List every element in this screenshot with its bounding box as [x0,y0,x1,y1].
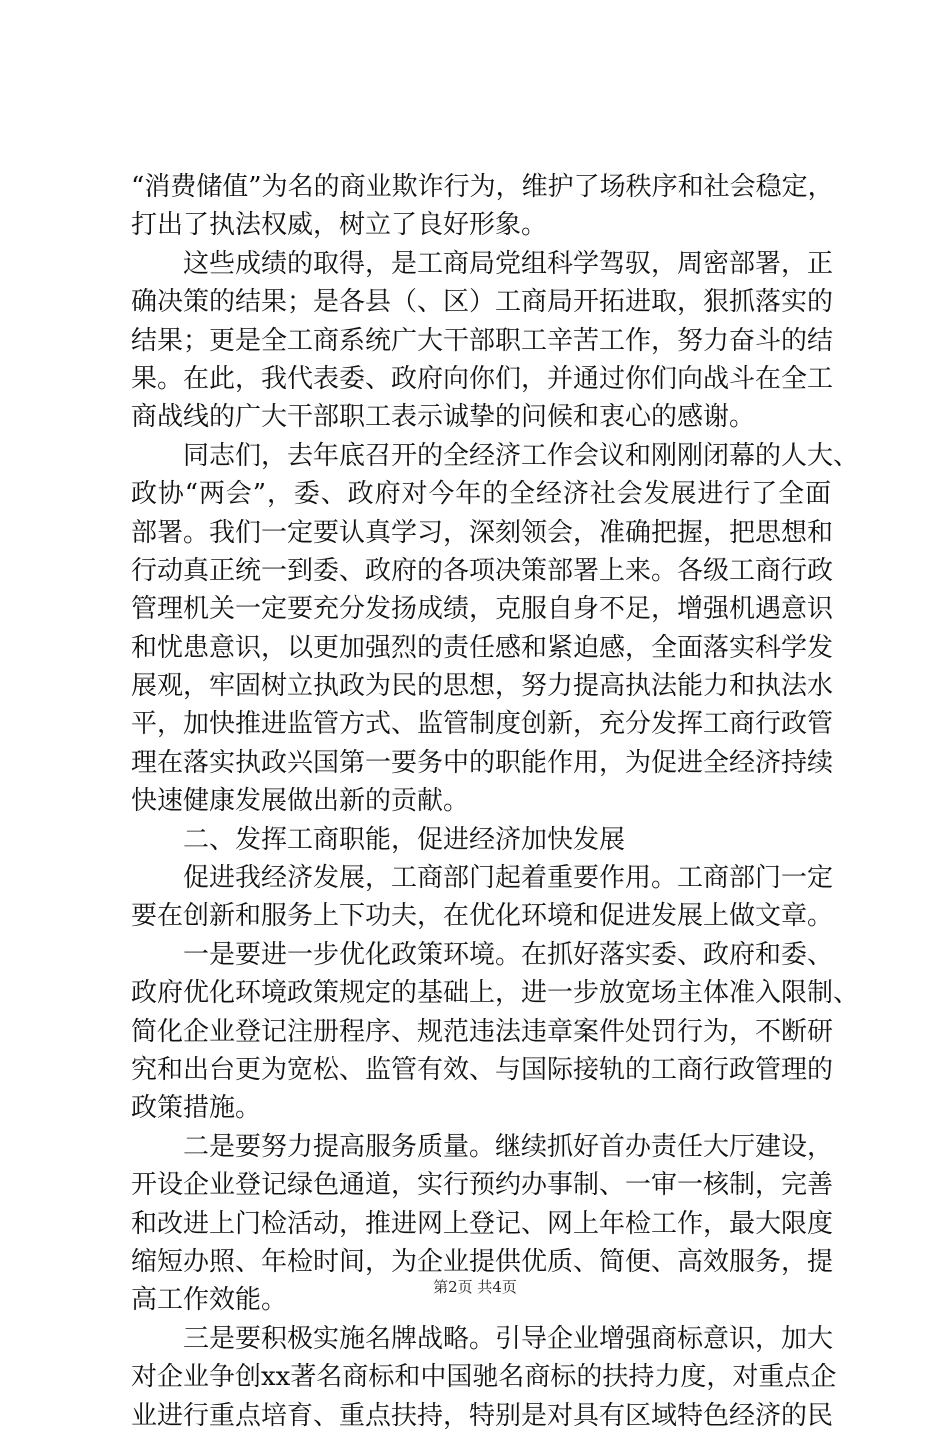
text-line: 快速健康发展做出新的贡献。 [131,786,470,817]
text-line: “消费储值”为名的商业欺诈行为，维护了场秩序和社会稳定， [131,172,834,202]
text-line: 理在落实执政兴国第一要务中的职能作用，为促进全经济持续 [131,747,834,778]
text-line: 业进行重点培育、重点扶持，特别是对具有区域特色经济的民 [131,1400,834,1431]
page-footer: 第2页 共4页 [433,1278,517,1296]
text-line: 果。在此，我代表委、政府向你们，并通过你们向战斗在全工 [131,363,834,394]
text-line: 对企业争创xx著名商标和中国驰名商标的扶持力度，对重点企 [131,1362,837,1393]
text-line: 和忧患意识，以更加强烈的责任感和紧迫感，全面落实科学发 [131,632,834,663]
text-line: 这些成绩的取得，是工商局党组科学驾驭，周密部署，正 [183,248,834,279]
text-line: 展观，牢固树立执政为民的思想，努力提高执法能力和执法水 [131,671,834,702]
text-line: 行动真正统一到委、政府的各项决策部署上来。各级工商行政 [131,555,834,586]
text-line: 政策措施。 [131,1093,262,1124]
text-line: 部署。我们一定要认真学习，深刻领会，准确把握，把思想和 [131,517,834,548]
text-line: 同志们，去年底召开的全经济工作会议和刚刚闭幕的人大、 [183,440,860,471]
text-line: 二是要努力提高服务质量。继续抓好首办责任大厅建设， [183,1131,834,1162]
text-line: 和改进上门检活动，推进网上登记、网上年检工作，最大限度 [131,1208,834,1239]
text-line: 确决策的结果；是各县（、区）工商局开拓进取，狠抓落实的 [131,287,834,318]
text-line: 打出了执法权威，树立了良好形象。 [131,210,548,241]
text-line: 政府优化环境政策规定的基础上，进一步放宽场主体准入限制、 [131,978,860,1009]
text-line: 高工作效能。 [131,1285,288,1316]
text-line: 二、发挥工商职能，促进经济加快发展 [183,824,626,855]
text-line: 促进我经济发展，工商部门起着重要作用。工商部门一定 [183,863,834,894]
text-line: 政协“两会”，委、政府对今年的全经济社会发展进行了全面 [131,479,831,510]
text-line: 商战线的广大干部职工表示诚挚的问候和衷心的感谢。 [131,402,756,433]
text-line: 开设企业登记绿色通道，实行预约办事制、一审一核制，完善 [131,1170,834,1201]
text-line: 简化企业登记注册程序、规范违法违章案件处罚行为，不断研 [131,1016,834,1047]
text-line: 一是要进一步优化政策环境。在抓好落实委、政府和委、 [183,939,834,970]
document-body [131,168,860,1435]
text-line: 三是要积极实施名牌战略。引导企业增强商标意识，加大 [183,1323,834,1354]
text-line: 管理机关一定要充分发扬成绩，克服自身不足，增强机遇意识 [131,594,834,625]
text-line: 平，加快推进监管方式、监管制度创新，充分发挥工商行政管 [131,709,834,740]
text-line: 结果；更是全工商系统广大干部职工辛苦工作，努力奋斗的结 [131,325,834,356]
text-line: 缩短办照、年检时间，为企业提供优质、简便、高效服务，提 [131,1246,834,1277]
text-line: 要在创新和服务上下功夫，在优化环境和促进发展上做文章。 [131,901,834,932]
text-line: 究和出台更为宽松、监管有效、与国际接轨的工商行政管理的 [131,1054,834,1085]
